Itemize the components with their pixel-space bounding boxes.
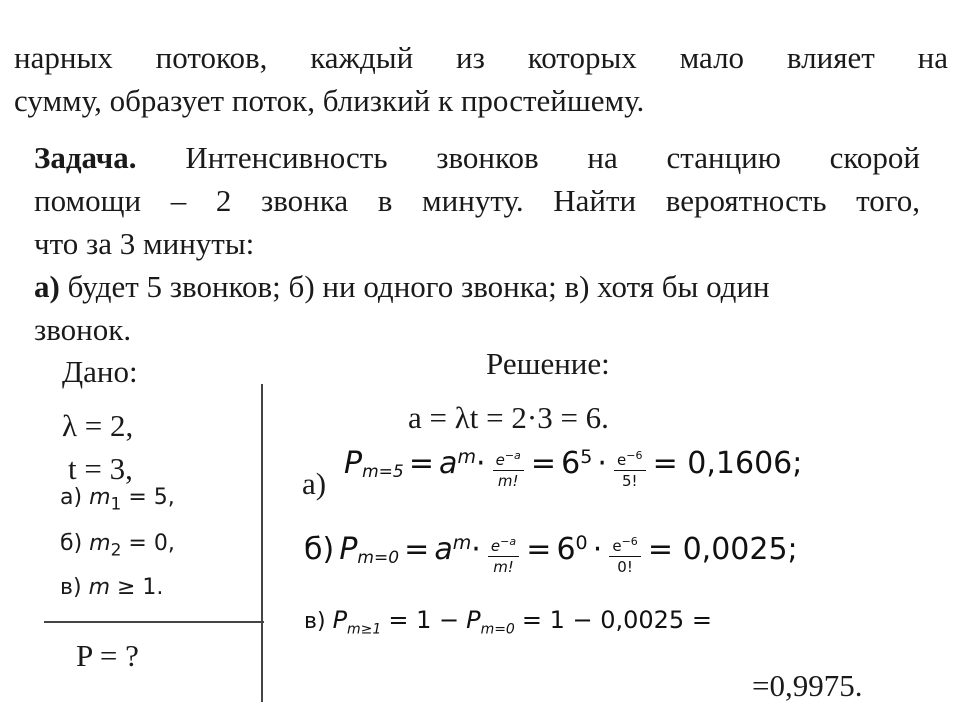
formula-a-dot2: · xyxy=(597,446,607,481)
formula-a-num2: $e^{-6}$ xyxy=(614,446,645,471)
given-title: Дано: xyxy=(62,354,138,389)
formula-b-P: P xyxy=(339,532,358,567)
formula-a-result: = 0,1606; xyxy=(652,446,803,481)
formula-a-P: P xyxy=(344,446,363,481)
given-m1 xyxy=(60,485,175,514)
formula-c xyxy=(304,606,712,637)
formula-b-dot: · xyxy=(471,532,481,567)
given-m3-var: m xyxy=(88,575,110,600)
given-m1-var: m xyxy=(89,485,111,510)
given-divider-vertical xyxy=(261,384,263,702)
task-line-4 xyxy=(34,269,770,305)
formula-b-fraction xyxy=(488,532,519,577)
formula-b-num: $e^{-a}$ xyxy=(488,532,519,557)
solution-title: Решение: xyxy=(486,346,610,381)
task-line-4-text: будет 5 звонков; б) ни одного звонка; в) хотя бы один xyxy=(67,269,770,304)
formula-b-fraction2 xyxy=(609,532,640,577)
task-line-3: что за 3 минуты: xyxy=(34,226,255,261)
formula-b-eq1: = xyxy=(404,532,430,567)
formula-b-eq2: = xyxy=(526,532,552,567)
given-lambda: λ = 2, xyxy=(62,408,134,443)
formula-b-exp: 0 xyxy=(575,531,588,554)
formula-a-den2: 5! xyxy=(621,472,638,490)
formula-c-sub2: m=0 xyxy=(480,621,515,638)
formula-b-label: б) xyxy=(304,532,335,567)
formula-b-sub: m=0 xyxy=(357,548,400,569)
intro-line-1: нарных потоков, каждый из которых мало влияет на xyxy=(14,40,948,75)
formula-a-fraction xyxy=(493,446,524,491)
given-m2-rest: = 0, xyxy=(128,531,175,556)
formula-a-m: m xyxy=(457,445,476,468)
formula-a xyxy=(344,446,802,491)
given-m1-prefix: а) xyxy=(60,485,83,510)
formula-c-rest1: = 1 − xyxy=(388,606,460,634)
formula-a-sub: m=5 xyxy=(362,462,404,483)
formula-a-eq1: = xyxy=(408,446,434,481)
formula-a-eq2: = xyxy=(530,446,557,481)
given-m3 xyxy=(60,575,163,600)
task-label: Задача. xyxy=(34,140,137,175)
formula-c-P: P xyxy=(332,606,348,634)
formula-c-P2: P xyxy=(466,606,481,634)
formula-a-num: $e^{-a}$ xyxy=(493,446,524,471)
given-divider-horizontal xyxy=(44,621,264,623)
formula-b-dot2: · xyxy=(592,532,603,567)
formula-c-label: в) xyxy=(304,609,326,634)
given-m2 xyxy=(60,531,175,560)
task-line-1-text: Интенсивность звонков на станцию скорой xyxy=(185,140,921,175)
given-t: t = 3, xyxy=(68,451,133,486)
formula-a-dot: · xyxy=(475,446,486,481)
given-question: P = ? xyxy=(76,638,139,673)
given-m2-prefix: б) xyxy=(60,531,83,556)
given-m1-sub: 1 xyxy=(110,494,122,515)
formula-a-exp: 5 xyxy=(580,445,593,468)
formula-b-a: a xyxy=(434,532,453,567)
given-m1-rest: = 5, xyxy=(128,485,175,510)
task-part-a-label: а) xyxy=(34,269,60,304)
formula-a-fraction2 xyxy=(614,446,645,491)
formula-c-rest2: = 1 − 0,0025 = xyxy=(521,606,712,634)
given-m3-prefix: в) xyxy=(60,575,82,600)
task-line-5: звонок. xyxy=(34,312,132,347)
formula-b-num2: $e^{-6}$ xyxy=(609,532,640,557)
task-line-2: помощи – 2 звонка в минуту. Найти вероятность того, xyxy=(34,183,920,218)
formula-b-result: = 0,0025; xyxy=(647,532,798,567)
given-m2-sub: 2 xyxy=(110,540,122,561)
intro-line-2: сумму, образует поток, близкий к простейшему. xyxy=(14,83,645,118)
formula-b-base: 6 xyxy=(556,532,576,567)
formula-a-label: а) xyxy=(302,466,327,501)
final-result: =0,9975. xyxy=(752,668,863,703)
formula-b-m: m xyxy=(452,531,472,554)
formula-c-sub: m≥1 xyxy=(347,621,382,638)
formula-a-a: a xyxy=(439,446,458,481)
formula-b xyxy=(304,532,798,577)
solution-a-eq: a = λt = 2·3 = 6. xyxy=(408,400,609,435)
formula-a-den: m! xyxy=(497,472,519,490)
task-line-1 xyxy=(34,140,920,176)
formula-b-den2: 0! xyxy=(617,558,633,576)
formula-a-base: 6 xyxy=(561,446,581,481)
given-m3-rest: ≥ 1. xyxy=(117,575,164,600)
given-m2-var: m xyxy=(89,531,111,556)
formula-b-den: m! xyxy=(493,558,514,576)
